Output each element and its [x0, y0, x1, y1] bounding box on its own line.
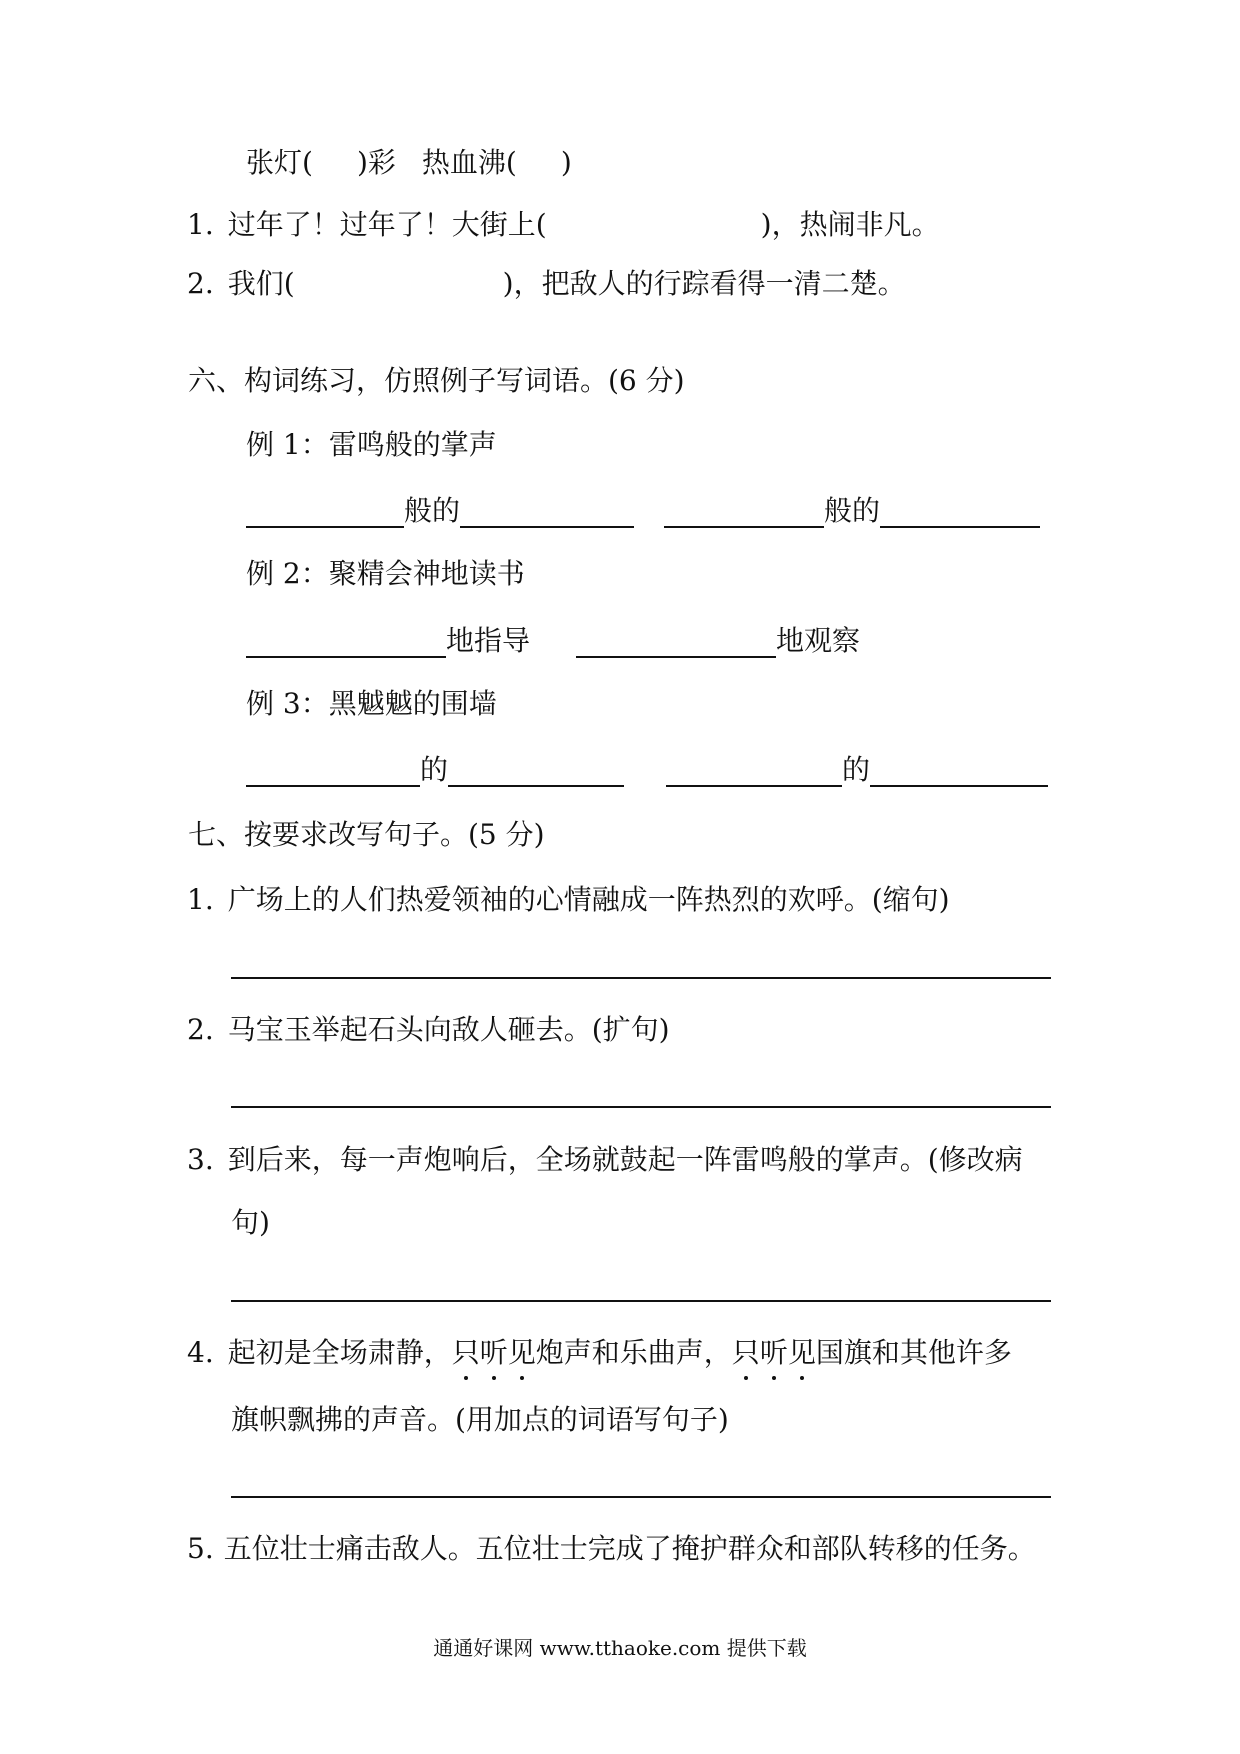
dotted-character: 只: [451, 1336, 480, 1369]
dotted-character: 听: [479, 1336, 508, 1369]
question-number: 4.: [187, 1336, 214, 1369]
answer-line[interactable]: [231, 1496, 1051, 1498]
answer-word: 般的: [404, 494, 461, 527]
question-text: 五位壮士痛击敌人。五位壮士完成了掩护群众和部队转移的任务。: [223, 1532, 1036, 1565]
answer-blank[interactable]: [460, 500, 634, 528]
question-text-continued: 旗帜飘拂的声音。(用加点的词语写句子): [231, 1403, 729, 1436]
question-text-before: 过年了！过年了！大街上(: [227, 208, 547, 241]
answer-blank[interactable]: [246, 759, 420, 787]
section-6-heading: 六、构词练习，仿照例子写词语。(6 分): [188, 364, 685, 397]
answer-blank[interactable]: [576, 630, 776, 658]
answer-word: 的: [420, 753, 449, 786]
idiom-a-end: )彩: [356, 146, 396, 179]
answer-blank[interactable]: [246, 500, 404, 528]
page-footer: 通通好课网 www.tthaoke.com 提供下载: [433, 1636, 807, 1660]
answer-line[interactable]: [231, 1106, 1051, 1108]
question-text: 炮声和乐曲声，: [535, 1336, 732, 1369]
example-1: 例 1：雷鸣般的掌声: [246, 428, 497, 461]
answer-word: 般的: [824, 494, 881, 527]
idiom-b-start: 热血沸(: [421, 146, 517, 179]
question-number: 2.: [187, 267, 214, 300]
answer-line[interactable]: [231, 1300, 1051, 1302]
answer-blank[interactable]: [664, 500, 824, 528]
sec7-question-3: [187, 1143, 1023, 1177]
question-text: 到后来，每一声炮响后，全场就鼓起一阵雷鸣般的掌声。(修改病: [227, 1143, 1023, 1176]
dotted-character: 听: [759, 1336, 788, 1369]
answer-blank[interactable]: [246, 630, 446, 658]
dotted-character: 见: [787, 1336, 816, 1369]
answer-blank[interactable]: [448, 759, 624, 787]
question-text: 起初是全场肃静，: [227, 1336, 452, 1369]
example-3: 例 3：黑魆魆的围墙: [246, 687, 497, 720]
question-text-before: 我们(: [227, 267, 295, 300]
question-number: 5.: [187, 1532, 214, 1565]
sec7-question-4: [187, 1336, 1012, 1370]
question-text: 马宝玉举起石头向敌人砸去。(扩句): [227, 1013, 670, 1046]
dotted-character: 只: [731, 1336, 760, 1369]
question-text-after: )，把敌人的行踪看得一清二楚。: [502, 267, 906, 300]
question-text-after: )，热闹非凡。: [760, 208, 940, 241]
question-number: 1.: [187, 208, 214, 241]
section-7-heading: 七、按要求改写句子。(5 分): [188, 818, 545, 851]
sec5-question-2: [187, 267, 906, 301]
example-2-answer-row: [246, 624, 860, 658]
answer-blank[interactable]: [666, 759, 842, 787]
sec5-question-1: [187, 208, 940, 242]
question-text: 国旗和其他许多: [815, 1336, 1012, 1369]
question-number: 3.: [187, 1143, 214, 1176]
sec7-question-2: [187, 1013, 670, 1047]
idiom-b-end: ): [560, 146, 572, 179]
idiom-a-start: 张灯(: [246, 146, 313, 179]
sec7-question-5: [187, 1532, 1036, 1566]
answer-line[interactable]: [231, 977, 1051, 979]
question-text: 广场上的人们热爱领袖的心情融成一阵热烈的欢呼。(缩句): [227, 883, 950, 916]
answer-blank[interactable]: [870, 759, 1048, 787]
answer-blank[interactable]: [880, 500, 1040, 528]
question-number: 1.: [187, 883, 214, 916]
dotted-character: 见: [507, 1336, 536, 1369]
example-2: 例 2：聚精会神地读书: [246, 557, 525, 590]
example-1-answer-row: [246, 494, 1040, 528]
question-text-continued: 句): [231, 1206, 270, 1239]
answer-word: 的: [842, 753, 871, 786]
idiom-line: [246, 146, 572, 180]
example-3-answer-row: [246, 753, 1048, 787]
question-number: 2.: [187, 1013, 214, 1046]
answer-word: 地观察: [776, 624, 861, 657]
answer-word: 地指导: [446, 624, 531, 657]
sec7-question-1: [187, 883, 950, 917]
